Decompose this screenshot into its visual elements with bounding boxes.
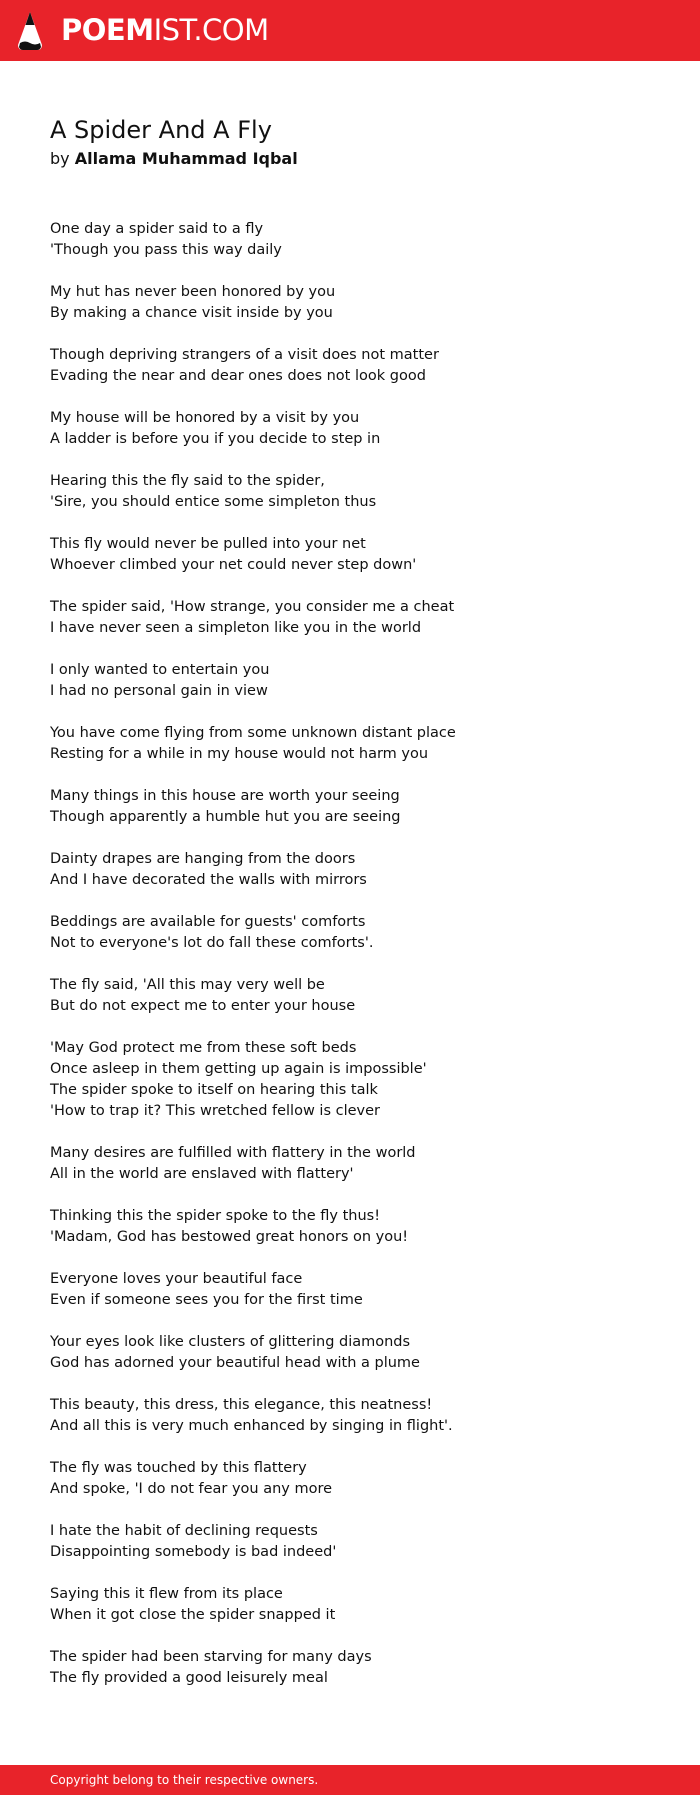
poem-line: 'How to trap it? This wretched fellow is clever <box>50 1103 381 1119</box>
poem-stanza <box>50 408 650 450</box>
poem-line: Even if someone sees you for the first time <box>50 1292 363 1308</box>
poem-line: Disappointing somebody is bad indeed' <box>50 1544 337 1560</box>
poem-line: And all this is very much enhanced by singing in flight'. <box>50 1418 453 1434</box>
by-label: by <box>50 149 70 168</box>
poem-line: By making a chance visit inside by you <box>50 305 333 321</box>
poem-line: A ladder is before you if you decide to step in <box>50 431 381 447</box>
poem-line: Evading the near and dear ones does not look good <box>50 368 426 384</box>
poem-line: I had no personal gain in view <box>50 683 268 699</box>
poem-line: This fly would never be pulled into your net <box>50 536 366 552</box>
poem-line: My house will be honored by a visit by you <box>50 410 360 426</box>
poem-stanza <box>50 1143 650 1185</box>
site-header <box>0 0 700 61</box>
poem-line: Whoever climbed your net could never step down' <box>50 557 417 573</box>
poem-line: Once asleep in them getting up again is impossible' <box>50 1061 427 1077</box>
poem-line: Though apparently a humble hut you are seeing <box>50 809 401 825</box>
poem-title: A Spider And A Fly <box>50 116 272 144</box>
poem-stanza <box>50 1647 650 1689</box>
site-footer <box>0 1765 700 1795</box>
poem-line: The spider spoke to itself on hearing this talk <box>50 1082 378 1098</box>
poem-stanza <box>50 1038 650 1122</box>
logo-light-text: IST.COM <box>153 13 269 47</box>
poem-stanza <box>50 660 650 702</box>
poem-line: God has adorned your beautiful head with a plume <box>50 1355 420 1371</box>
poem-stanza <box>50 471 650 513</box>
poem-line: I only wanted to entertain you <box>50 662 270 678</box>
poem-line: Resting for a while in my house would not harm you <box>50 746 429 762</box>
poem-line: You have come flying from some unknown distant place <box>50 725 456 741</box>
poem-line: 'May God protect me from these soft beds <box>50 1040 357 1056</box>
poem-line: 'Sire, you should entice some simpleton thus <box>50 494 377 510</box>
poem-stanza <box>50 597 650 639</box>
poem-line: The fly said, 'All this may very well be <box>50 977 325 993</box>
poem-line: When it got close the spider snapped it <box>50 1607 336 1623</box>
poem-line: Everyone loves your beautiful face <box>50 1271 303 1287</box>
poem-line: And spoke, 'I do not fear you any more <box>50 1481 333 1497</box>
poem-body <box>50 219 650 1710</box>
poem-line: My hut has never been honored by you <box>50 284 336 300</box>
poem-stanza <box>50 534 650 576</box>
poem-line: Beddings are available for guests' comforts <box>50 914 366 930</box>
poem-line: Your eyes look like clusters of glittering diamonds <box>50 1334 411 1350</box>
poem-stanza <box>50 912 650 954</box>
site-logo[interactable] <box>61 13 269 47</box>
poem-line: Not to everyone's lot do fall these comforts'. <box>50 935 374 951</box>
poem-line: This beauty, this dress, this elegance, this neatness! <box>50 1397 433 1413</box>
poem-stanza <box>50 1206 650 1248</box>
poem-stanza <box>50 1395 650 1437</box>
poem-stanza <box>50 1332 650 1374</box>
poem-stanza <box>50 786 650 828</box>
poem-line: 'Though you pass this way daily <box>50 242 282 258</box>
poem-line: One day a spider said to a fly <box>50 221 264 237</box>
poem-line: The fly was touched by this flattery <box>50 1460 307 1476</box>
poem-line: 'Madam, God has bestowed great honors on you! <box>50 1229 409 1245</box>
poem-stanza <box>50 723 650 765</box>
logo-bold-text: POEM <box>61 13 154 47</box>
poem-line: Though depriving strangers of a visit does not matter <box>50 347 439 363</box>
poem-stanza <box>50 1458 650 1500</box>
poem-stanza <box>50 1521 650 1563</box>
poem-stanza <box>50 1269 650 1311</box>
author-name: Allama Muhammad Iqbal <box>74 149 298 168</box>
poem-line: All in the world are enslaved with flattery' <box>50 1166 354 1182</box>
poem-stanza <box>50 849 650 891</box>
poem-stanza <box>50 1584 650 1626</box>
poem-stanza <box>50 975 650 1017</box>
poem-line: The spider had been starving for many days <box>50 1649 372 1665</box>
poem-stanza <box>50 219 650 261</box>
poem-line: But do not expect me to enter your house <box>50 998 356 1014</box>
poem-line: Saying this it flew from its place <box>50 1586 283 1602</box>
poem-line: I have never seen a simpleton like you in the world <box>50 620 422 636</box>
poem-line: I hate the habit of declining requests <box>50 1523 318 1539</box>
byline <box>50 148 298 170</box>
poem-line: Thinking this the spider spoke to the fly thus! <box>50 1208 381 1224</box>
poem-line: And I have decorated the walls with mirrors <box>50 872 367 888</box>
poem-stanza <box>50 345 650 387</box>
copyright-text: Copyright belong to their respective owners. <box>50 1773 319 1787</box>
poem-stanza <box>50 282 650 324</box>
poem-line: Dainty drapes are hanging from the doors <box>50 851 356 867</box>
poem-line: Hearing this the fly said to the spider, <box>50 473 325 489</box>
poem-line: Many desires are fulfilled with flattery in the world <box>50 1145 416 1161</box>
poem-line: The fly provided a good leisurely meal <box>50 1670 328 1686</box>
poem-line: The spider said, 'How strange, you consider me a cheat <box>50 599 455 615</box>
poem-line: Many things in this house are worth your seeing <box>50 788 400 804</box>
pencil-tip-icon[interactable] <box>17 11 43 51</box>
